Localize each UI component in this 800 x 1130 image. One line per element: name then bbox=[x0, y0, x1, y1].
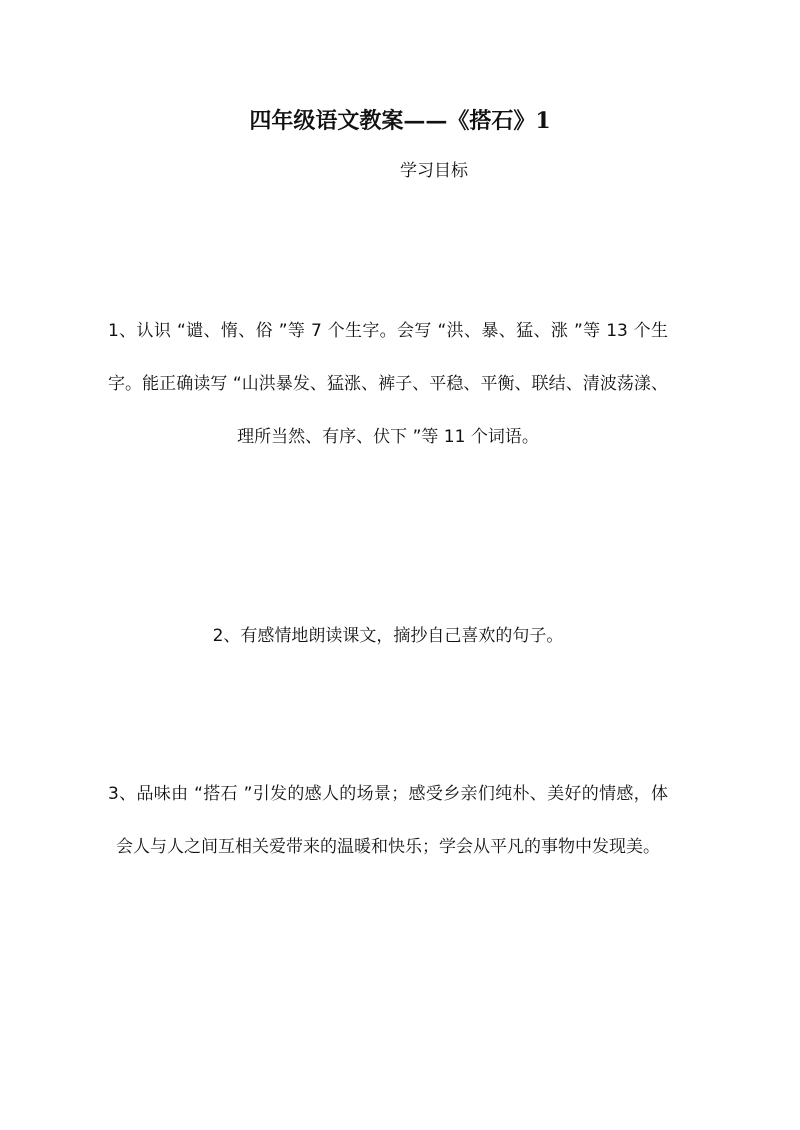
section-heading-learning-goals: 学习目标 bbox=[400, 161, 468, 181]
objective-1: 1、认识 “谴、惰、俗 ”等 7 个生字。会写 “洪、暴、猛、涨 ”等 13 个生字。能正确读写 “山洪暴发、猛涨、裤子、平稳、平衡、联结、清波荡漾、理所当然、有序、伏下 ”等 11 个词语。 bbox=[108, 321, 668, 447]
objective-2: 2、有感情地朗读课文，摘抄自己喜欢的句子。 bbox=[212, 626, 564, 646]
document-title: 四年级语文教案——《搭石》1 bbox=[249, 108, 551, 134]
objective-3: 3、品味由 “搭石 ”引发的感人的场景；感受乡亲们纯朴、美好的情感，体会人与人之间互相关爱带来的温暖和快乐；学会从平凡的事物中发现美。 bbox=[108, 784, 668, 857]
